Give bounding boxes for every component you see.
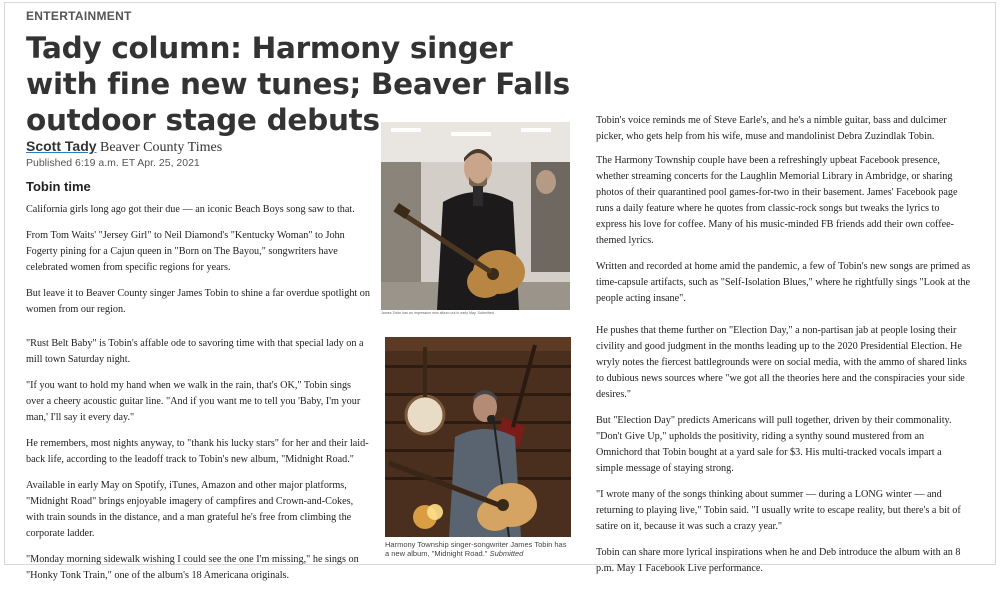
byline [26, 138, 222, 156]
photo-illustration [381, 122, 570, 310]
photo-tobin-guitar[interactable] [381, 122, 570, 310]
paragraph: "Rust Belt Baby" is Tobin's affable ode to savoring time with that special lady on a mill town Saturday night. [26, 338, 364, 365]
paragraph: "If you want to hold my hand when we walk in the rain, that's OK," Tobin sings over a cheery acoustic guitar line. "And if you want me to tell you 'Baby, I'm your man,' I'll say it every day." [26, 380, 361, 423]
paragraph: "I wrote many of the songs thinking about summer — during a LONG winter — and returning to playing live," Tobin said. "I usually write to escape reality, but there's a bit of satire on it, because it was such a crazy year." [596, 489, 961, 532]
photo-caption-2 [385, 540, 571, 558]
photo-tobin-performing[interactable] [385, 337, 571, 537]
article-column-right [596, 113, 971, 587]
paragraph: But leave it to Beaver County singer James Tobin to shine a far overdue spotlight on women from our region. [26, 288, 370, 315]
paragraph: He pushes that theme further on "Election Day," a non-partisan jab at people losing their civility and good judgment in the months leading up to the 2020 Presidential Election. He wryly notes the fiercest battlegrounds were on social media, with the ammo of shared links to dubious news sources where "we got all the theories here and the conspiracies your side desires." [596, 325, 967, 400]
published-timestamp: Published 6:19 a.m. ET Apr. 25, 2021 [26, 157, 200, 169]
subhead: Tobin time [26, 179, 91, 194]
photo-caption-1: James Tobin has an impressive new album out in early May. Submitted [381, 311, 494, 315]
paragraph: But "Election Day" predicts Americans will pull together, driven by their commonality. "Don't Give Up," upholds the positivity, riding a synthy sound mustered from an Omnichord that Tobin bought at a yard sale for $3. His multi-tracked vocals impart a simple message of staying strong. [596, 415, 952, 474]
paragraph: The Harmony Township couple have been a refreshingly upbeat Facebook presence, whether streaming concerts for the Laughlin Memorial Library in Ambridge, or sharing photos of their quarantined pool games-for-two in their basement. James' Facebook page runs a daily feature where he quotes from classic-rock songs but tweaks the lyrics to express his love for coffee. Many of his music-minded FB friends add their own coffee-themed lyrics. [596, 155, 958, 246]
paragraph: He remembers, most nights anyway, to "thank his lucky stars" for her and their laid-back life, according to the leadoff track to Tobin's new album, "Midnight Road." [26, 438, 369, 465]
paragraph: California girls long ago got their due — an iconic Beach Boys song saw to that. [26, 204, 355, 215]
headline: Tady column: Harmony singer with fine new tunes; Beaver Falls outdoor stage debuts [26, 31, 570, 137]
article-column-left [26, 202, 371, 594]
author-link[interactable]: Scott Tady [26, 138, 97, 154]
paragraph: Available in early May on Spotify, iTunes, Amazon and other major platforms, "Midnight Road" brings enjoyable imagery of campfires and Crown-and-Cokes, with train sounds in the distance, and a man grateful he's free from climbing the corporate ladder. [26, 480, 354, 539]
paragraph: Tobin's voice reminds me of Steve Earle's, and he's a nimble guitar, bass and dulcimer picker, who gets help from his wife, muse and mandolinist Debra Zuzindlak Tobin. [596, 115, 947, 142]
paragraph: Written and recorded at home amid the pandemic, a few of Tobin's new songs are primed as time-capsule artifacts, such as "Self-Isolation Blues," where he rightfully sings "Look at the people acting insane". [596, 261, 971, 304]
outlet-name: Beaver County Times [100, 140, 223, 155]
caption-credit: Submitted [489, 549, 524, 558]
photo-illustration [385, 337, 571, 537]
section-label[interactable]: ENTERTAINMENT [26, 9, 132, 23]
paragraph: Tobin can share more lyrical inspirations when he and Deb introduce the album with an 8 p.m. May 1 Facebook Live performance. [596, 547, 961, 574]
paragraph: From Tom Waits' "Jersey Girl" to Neil Diamond's "Kentucky Woman" to John Fogerty pining for a Cajun queen in "Born on The Bayou," songwriters have celebrated women from specific regions for years. [26, 230, 345, 273]
caption-text: Harmony Township singer-songwriter James Tobin has a new album, "Midnight Road." [385, 540, 567, 558]
paragraph: "Monday morning sidewalk wishing I could see the one I'm missing," he sings on "Honky Tonk Train," one of the album's 18 Americana originals. [26, 554, 359, 581]
